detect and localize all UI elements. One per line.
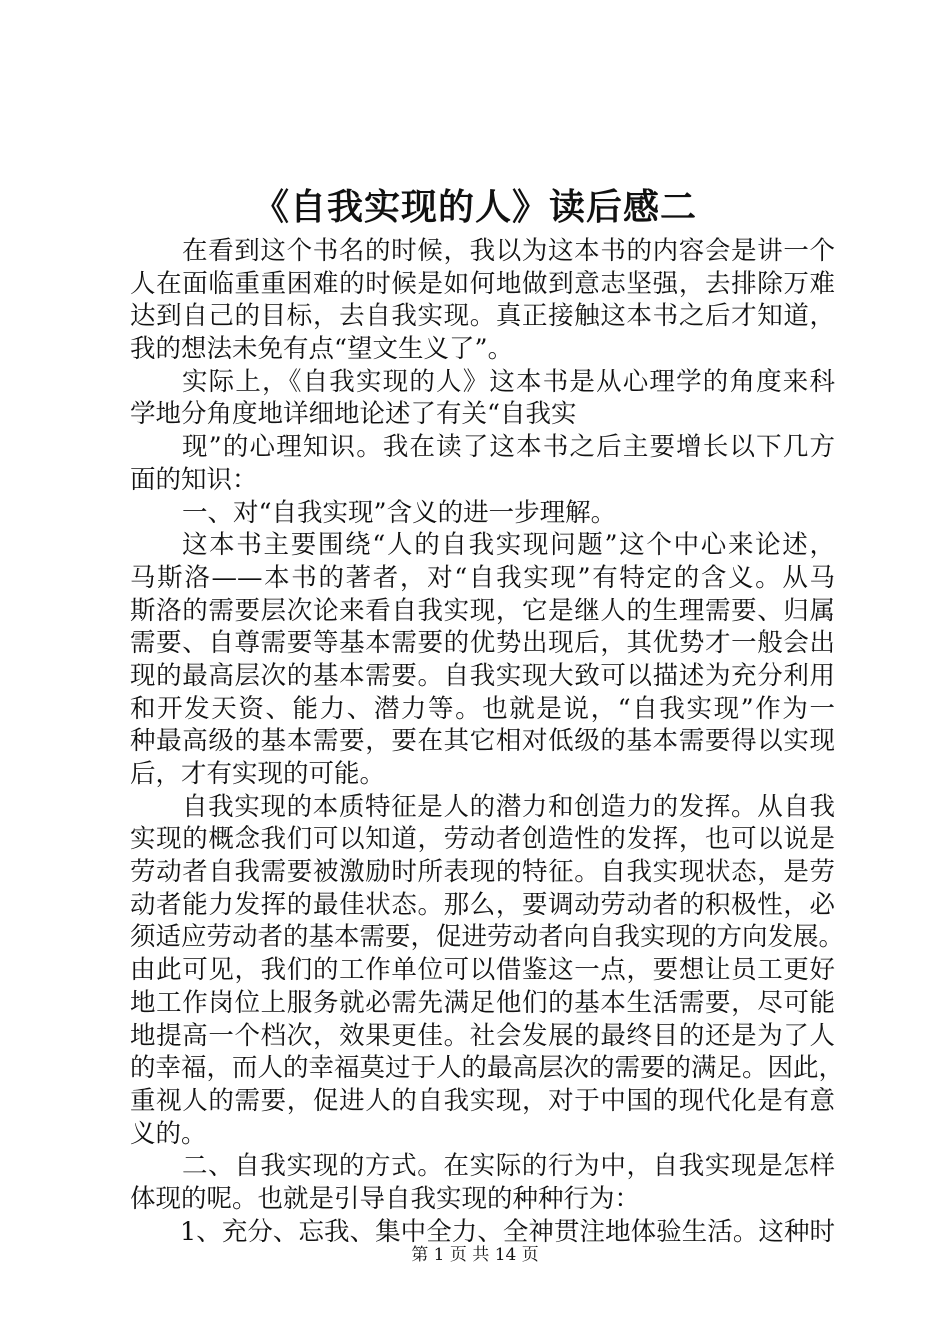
text-line: 劳动者自我需要被激励时所表现的特征。自我实现状态，是劳 (130, 857, 835, 888)
text-line: 我的想法未免有点“望文生义了”。 (130, 334, 514, 365)
text-line: 动者能力发挥的最佳状态。那么，要调动劳动者的积极性，必 (130, 889, 835, 920)
text-line: 地工作岗位上服务就必需先满足他们的基本生活需要，尽可能 (130, 987, 835, 1018)
text-line: 和开发天资、能力、潜力等。也就是说，“自我实现”作为一 (130, 693, 835, 724)
text-line: 义的。 (130, 1118, 207, 1149)
document-title: 《自我实现的人》读后感二 (252, 187, 697, 228)
text-line: 重视人的需要，促进人的自我实现，对于中国的现代化是有意 (130, 1085, 835, 1116)
text-line: 1、充分、忘我、集中全力、全神贯注地体验生活。这种时 (180, 1216, 835, 1247)
text-line: 斯洛的需要层次论来看自我实现，它是继人的生理需要、归属 (130, 595, 835, 626)
text-line: 自我实现的本质特征是人的潜力和创造力的发挥。从自我 (182, 791, 835, 822)
text-line: 须适应劳动者的基本需要，促进劳动者向自我实现的方向发展。 (130, 922, 845, 953)
text-line: 马斯洛——本书的著者，对“自我实现”有特定的含义。从马 (130, 562, 835, 593)
text-line: 在看到这个书名的时候，我以为这本书的内容会是讲一个 (182, 236, 835, 266)
text-line: 地提高一个档次，效果更佳。社会发展的最终目的还是为了人 (130, 1020, 835, 1051)
text-line: 实际上，《自我实现的人》这本书是从心理学的角度来科 (182, 366, 835, 397)
text-line: 种最高级的基本需要，要在其它相对低级的基本需要得以实现 (130, 726, 835, 757)
text-line: 现”的心理知识。我在读了这本书之后主要增长以下几方 (182, 432, 835, 463)
text-line: 现的最高层次的基本需要。自我实现大致可以描述为充分利用 (130, 660, 835, 691)
text-line: 体现的呢。也就是引导自我实现的种种行为： (130, 1183, 641, 1214)
text-line: 需要、自尊需要等基本需要的优势出现后，其优势才一般会出 (130, 628, 835, 659)
text-line: 的幸福，而人的幸福莫过于人的最高层次的需要的满足。因此， (130, 1053, 845, 1084)
text-line: 人在面临重重困难的时候是如何地做到意志坚强，去排除万难 (130, 268, 835, 299)
text-line: 二、自我实现的方式。在实际的行为中，自我实现是怎样 (182, 1151, 835, 1182)
text-line: 一、对“自我实现”含义的进一步理解。 (182, 497, 617, 528)
text-line: 这本书主要围绕“人的自我实现问题”这个中心来论述， (182, 530, 835, 561)
page-footer: 第 1 页 共 14 页 (411, 1245, 539, 1265)
text-line: 后，才有实现的可能。 (130, 759, 386, 789)
document-body (130, 235, 845, 1248)
text-line: 达到自己的目标，去自我实现。真正接触这本书之后才知道， (130, 301, 835, 332)
text-line: 实现的概念我们可以知道，劳动者创造性的发挥，也可以说是 (130, 824, 835, 855)
text-line: 学地分角度地详细地论述了有关“自我实 (130, 399, 577, 430)
text-line: 面的知识： (130, 464, 258, 495)
text-line: 由此可见，我们的工作单位可以借鉴这一点，要想让员工更好 (130, 955, 835, 986)
